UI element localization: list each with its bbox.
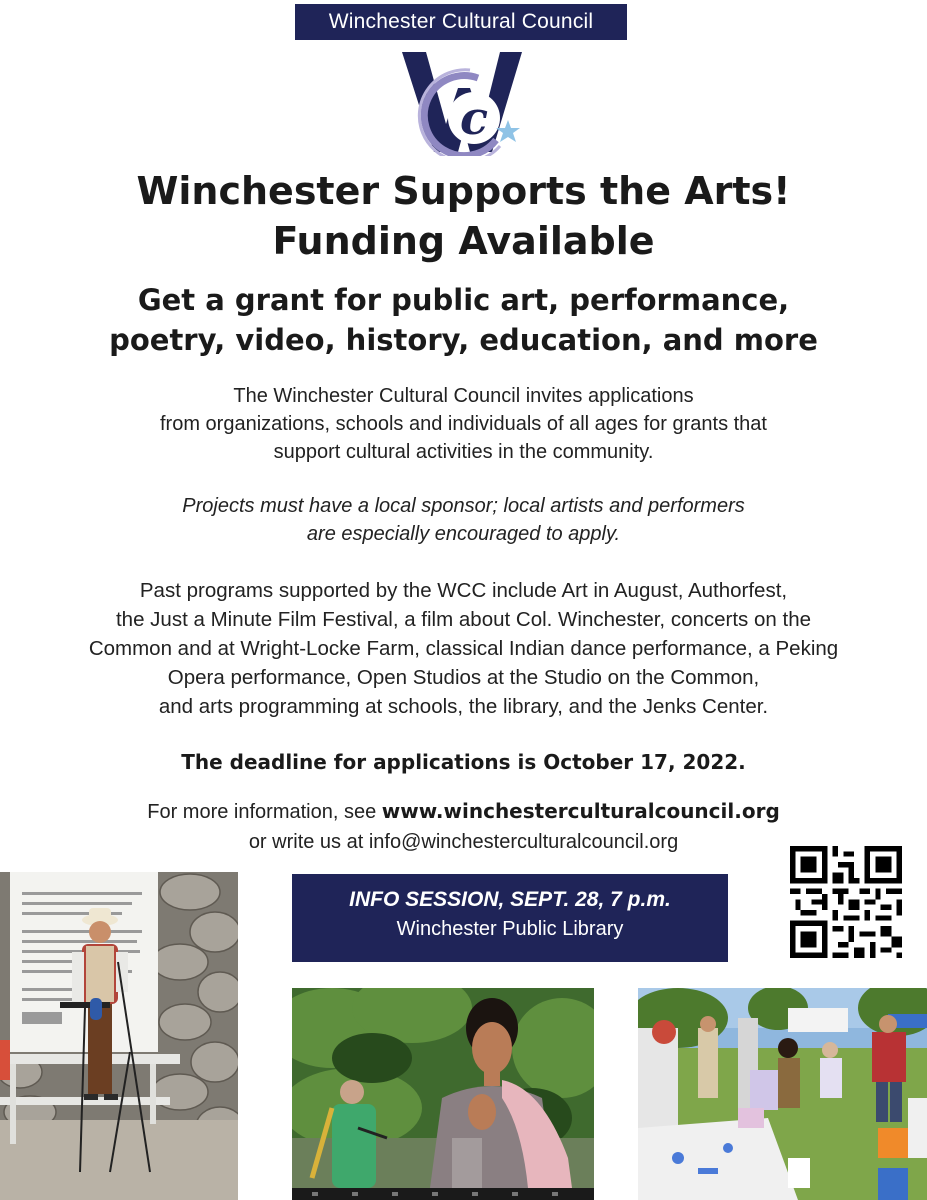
headline-line-1: Winchester Supports the Arts! bbox=[136, 169, 791, 213]
past-programs-paragraph bbox=[0, 576, 927, 721]
subheadline bbox=[0, 280, 927, 360]
past-programs-line: and arts programming at schools, the library, and the Jenks Center. bbox=[158, 695, 769, 718]
more-info-prefix: For more information, see bbox=[147, 801, 382, 823]
email-line[interactable]: or write us at info@winchesterculturalcouncil.org bbox=[248, 831, 679, 853]
info-session-box bbox=[292, 874, 728, 962]
past-programs-line: Past programs supported by the WCC include Art in August, Authorfest, bbox=[139, 579, 788, 602]
past-programs-line: Opera performance, Open Studios at the Studio on the Common, bbox=[167, 666, 760, 689]
headline bbox=[0, 166, 927, 266]
deadline: The deadline for applications is October 17, 2022. bbox=[181, 750, 746, 774]
svg-text:c: c bbox=[459, 91, 489, 145]
photo-poetry-reading bbox=[0, 872, 238, 1200]
intro-line: support cultural activities in the community. bbox=[273, 441, 654, 463]
note-line: Projects must have a local sponsor; local artists and performers bbox=[182, 495, 745, 517]
headline-line-2: Funding Available bbox=[272, 219, 655, 263]
more-info bbox=[0, 796, 927, 857]
website-link[interactable]: www.winchesterculturalcouncil.org bbox=[381, 799, 780, 823]
intro-paragraph bbox=[0, 382, 927, 466]
info-session-location: Winchester Public Library bbox=[396, 918, 624, 940]
past-programs-line: Common and at Wright-Locke Farm, classical Indian dance performance, a Peking bbox=[88, 637, 839, 660]
qr-code-icon[interactable] bbox=[790, 846, 902, 958]
past-programs-line: the Just a Minute Film Festival, a film about Col. Winchester, concerts on the bbox=[115, 608, 811, 631]
intro-line: The Winchester Cultural Council invites applications bbox=[233, 385, 694, 407]
photo-outdoor-art-event bbox=[638, 988, 927, 1200]
banner-title: Winchester Cultural Council bbox=[328, 10, 594, 33]
info-session-title: INFO SESSION, SEPT. 28, 7 p.m. bbox=[349, 888, 671, 911]
sponsor-note bbox=[0, 492, 927, 548]
banner bbox=[295, 4, 627, 40]
photo-dance-video bbox=[292, 988, 594, 1200]
subheadline-line-2: poetry, video, history, education, and more bbox=[109, 323, 818, 357]
subheadline-line-1: Get a grant for public art, performance, bbox=[137, 283, 790, 317]
note-line: are especially encouraged to apply. bbox=[306, 523, 621, 545]
wcc-logo-icon bbox=[400, 48, 524, 156]
intro-line: from organizations, schools and individuals of all ages for grants that bbox=[159, 413, 767, 435]
